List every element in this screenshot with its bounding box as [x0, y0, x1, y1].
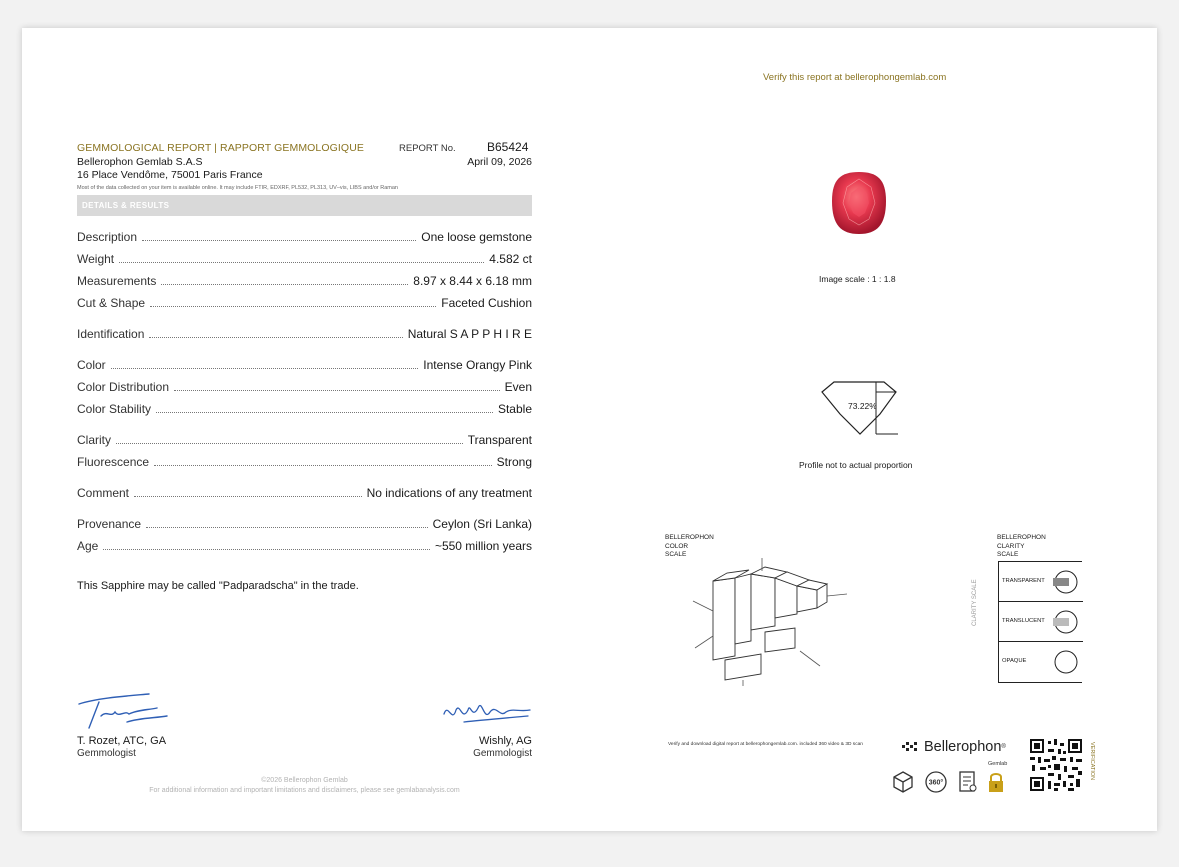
lab-name: Bellerophon Gemlab S.A.S: [77, 156, 203, 168]
detail-row-fluorescence: [77, 455, 532, 471]
feature-icons: [891, 770, 1005, 794]
detail-value: Transparent: [467, 433, 532, 447]
detail-label: Provenance: [77, 517, 142, 531]
profile-caption: Profile not to actual proportion: [799, 460, 913, 470]
detail-value: Natural S A P P H I R E: [407, 327, 532, 341]
detail-value: ~550 million years: [434, 539, 532, 553]
dot-leader: [103, 541, 430, 550]
detail-row-identification: [77, 327, 532, 343]
detail-row-color-distribution: [77, 380, 532, 396]
detail-label: Description: [77, 230, 138, 244]
detail-value: Faceted Cushion: [441, 296, 532, 310]
360-icon[interactable]: [923, 770, 949, 794]
detail-row-color-stability: [77, 402, 532, 418]
detail-row-comment: [77, 486, 532, 502]
signer-role: Gemmologist: [473, 748, 532, 759]
gemstone-photo: [829, 169, 889, 237]
lens-icon: [1051, 608, 1081, 636]
download-note: Verify and download digital report at bellerophongemlab.com. included 360 video & 3D scan: [668, 742, 863, 747]
dot-leader: [161, 276, 408, 285]
brand-name: Bellerophon: [924, 739, 1002, 755]
qr-code[interactable]: [1030, 739, 1082, 791]
clarity-level-transparent: [999, 562, 1083, 602]
report-number-label: REPORT No.: [399, 143, 456, 154]
dot-leader: [149, 329, 402, 338]
clarity-scale-title-line: CLARITY: [997, 542, 1025, 550]
color-scale-title-line: COLOR: [665, 542, 689, 550]
color-scale-title-line: BELLEROPHON: [665, 534, 714, 541]
detail-row-color: [77, 358, 532, 374]
detail-value: 8.97 x 8.44 x 6.18 mm: [413, 274, 532, 288]
signature-rozet: [77, 688, 177, 732]
lens-icon: [1051, 648, 1081, 676]
profile-percent: 73.22%: [848, 401, 877, 411]
section-title-bar: DETAILS & RESULTS: [77, 195, 532, 216]
registered-mark: ®: [1001, 744, 1006, 750]
clarity-level-label: TRANSPARENT: [1002, 578, 1045, 584]
report-sheet: [22, 28, 1157, 831]
report-number: B65424: [487, 140, 529, 154]
detail-label: Comment: [77, 486, 130, 500]
detail-row-measurements: [77, 274, 532, 290]
detail-value: Strong: [496, 455, 532, 469]
dot-leader: [119, 254, 484, 263]
signature-wishly: [442, 692, 534, 732]
clarity-level-translucent: [999, 602, 1083, 642]
dot-leader: [150, 298, 436, 307]
dot-leader: [116, 435, 463, 444]
lens-icon: [1051, 568, 1081, 596]
report-title: GEMMOLOGICAL REPORT | RAPPORT GEMMOLOGIQUE: [77, 142, 364, 154]
clarity-side-label: CLARITY SCALE: [972, 579, 978, 626]
detail-row-age: [77, 539, 532, 555]
360-icon-text: 360°: [928, 779, 944, 787]
detail-value: No indications of any treatment: [366, 486, 532, 500]
detail-row-clarity: [77, 433, 532, 449]
clarity-scale-title-line: BELLEROPHON: [997, 534, 1046, 541]
image-scale: Image scale : 1 : 1.8: [819, 274, 896, 284]
detail-value: Even: [504, 380, 532, 394]
clarity-level-label: TRANSLUCENT: [1002, 618, 1045, 624]
detail-value: Intense Orangy Pink: [423, 358, 532, 372]
color-scale-diagram: [665, 556, 895, 686]
detail-label: Identification: [77, 327, 145, 341]
trade-note: This Sapphire may be called "Padparadscha" in the trade.: [77, 580, 359, 592]
dot-leader: [146, 519, 428, 528]
lab-address: 16 Place Vendôme, 75001 Paris France: [77, 169, 263, 181]
detail-row-weight: [77, 252, 532, 268]
clarity-scale-title-line: SCALE: [997, 551, 1019, 558]
dot-leader: [156, 404, 493, 413]
footer-copyright: ©2026 Bellerophon Gemlab: [261, 777, 348, 784]
dot-leader: [142, 232, 416, 241]
verification-label: VERIFICATION: [1089, 742, 1095, 781]
report-icon[interactable]: [957, 770, 979, 794]
dot-leader: [111, 360, 419, 369]
detail-row-description: [77, 230, 532, 246]
brand-logo: [902, 739, 1006, 755]
detail-value: One loose gemstone: [421, 230, 532, 244]
data-note: Most of the data collected on your item is available online. It may include FTIR, EDXRF, PL532, PL313, UV–vis, LIBS and/or Raman: [77, 185, 398, 191]
detail-value: Stable: [497, 402, 532, 416]
cube-3d-icon[interactable]: [891, 770, 915, 794]
detail-label: Clarity: [77, 433, 112, 447]
footer-disclaimer: For additional information and important limitations and disclaimers, please see gemlabanalysis.com: [149, 787, 460, 794]
detail-row-provenance: [77, 517, 532, 533]
detail-value: 4.582 ct: [489, 252, 532, 266]
clarity-level-label: OPAQUE: [1002, 658, 1027, 664]
brand-mark-icon: [902, 741, 920, 753]
signer-name: Wishly, AG: [479, 735, 532, 747]
signer-name: T. Rozet, ATC, GA: [77, 735, 167, 747]
dot-leader: [174, 382, 500, 391]
report-date: April 09, 2026: [467, 156, 532, 168]
detail-label: Color Distribution: [77, 380, 170, 394]
color-scale-title-line: SCALE: [665, 551, 687, 558]
detail-row-cut-shape: [77, 296, 532, 312]
detail-label: Cut & Shape: [77, 296, 146, 310]
detail-label: Color Stability: [77, 402, 152, 416]
dot-leader: [134, 488, 362, 497]
signer-role: Gemmologist: [77, 748, 136, 759]
dot-leader: [154, 457, 492, 466]
clarity-scale-box: [998, 561, 1082, 683]
detail-label: Fluorescence: [77, 455, 150, 469]
lock-icon[interactable]: [987, 770, 1005, 794]
detail-label: Weight: [77, 252, 115, 266]
clarity-scale-title: [997, 534, 1046, 560]
clarity-level-opaque: [999, 642, 1083, 682]
brand-sub: Gemlab: [988, 761, 1008, 767]
detail-label: Age: [77, 539, 99, 553]
detail-label: Color: [77, 358, 106, 372]
detail-value: Ceylon (Sri Lanka): [432, 517, 532, 531]
detail-label: Measurements: [77, 274, 157, 288]
verify-link[interactable]: Verify this report at bellerophongemlab.com: [763, 72, 947, 83]
